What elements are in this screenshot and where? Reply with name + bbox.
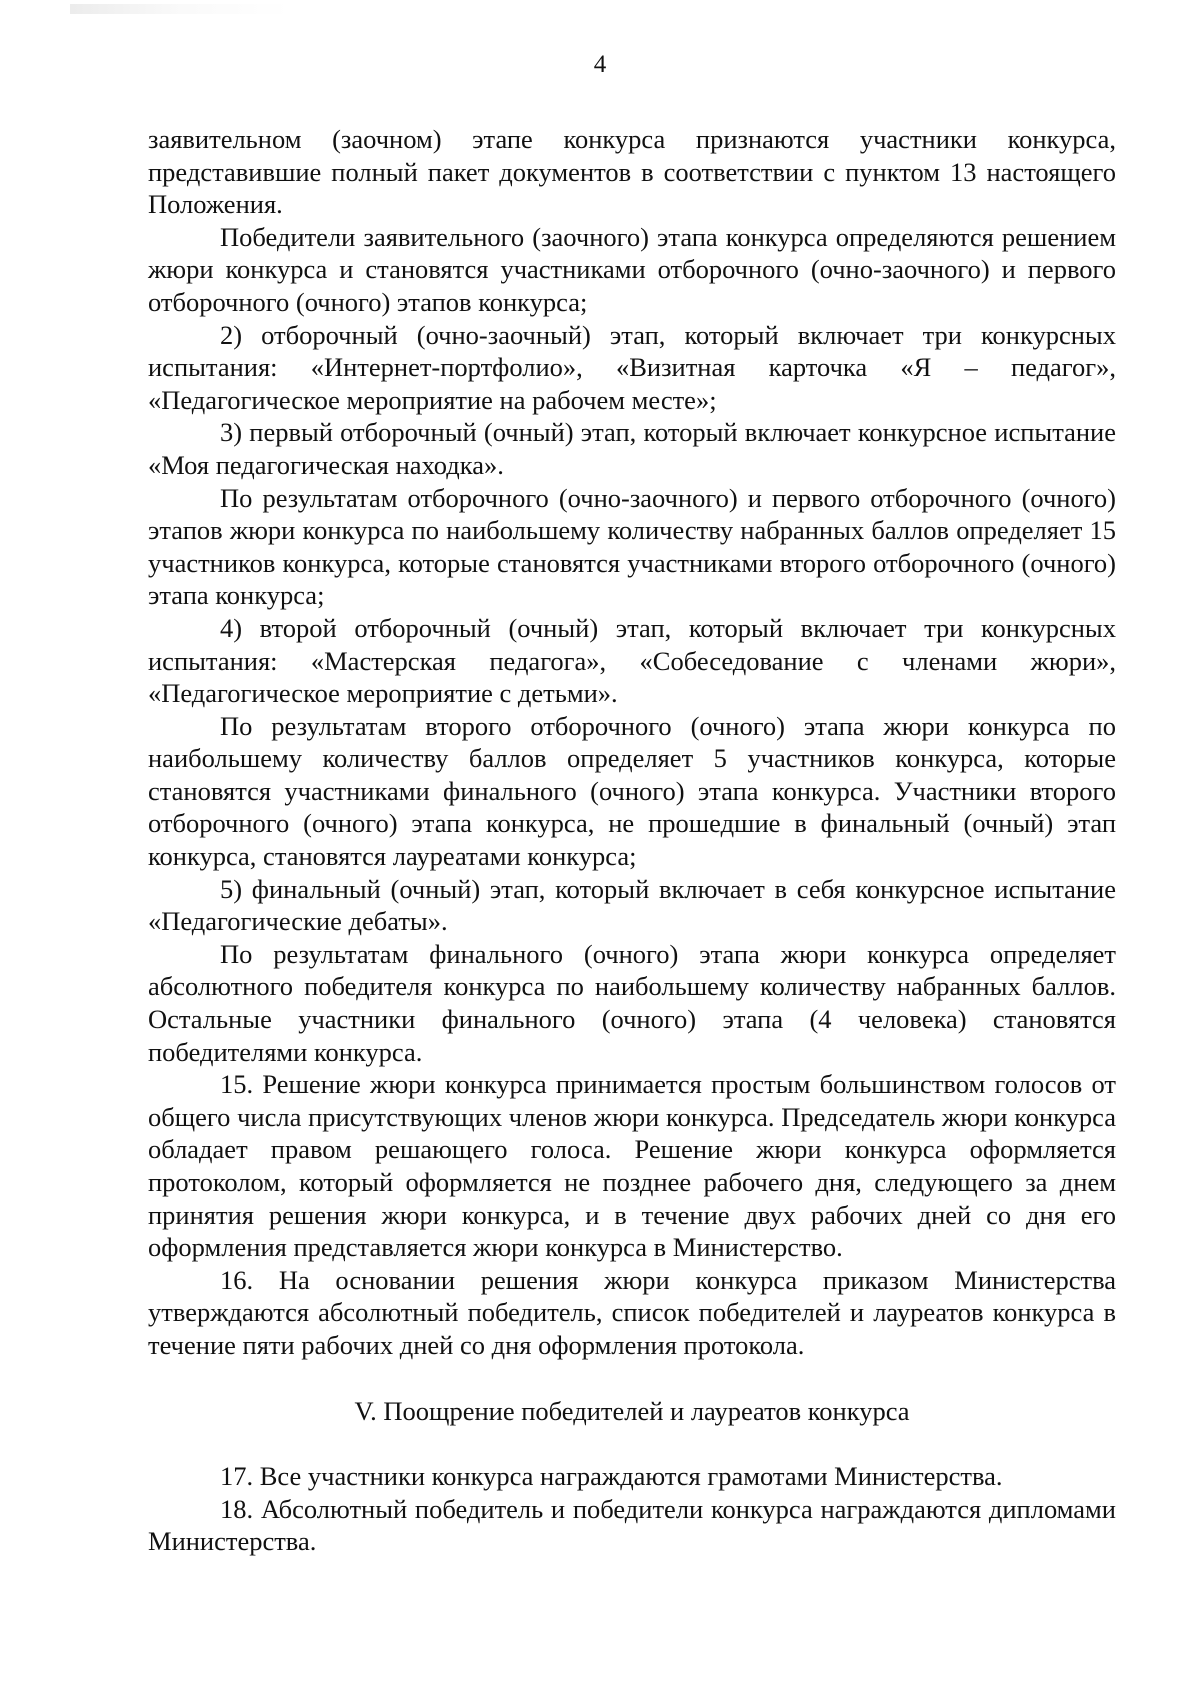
paragraph: 16. На основании решения жюри конкурса приказом Министерства утверждаются абсолютный победитель, список победителей и лауреатов конкурса в течение пяти рабочих дней со дня оформления протокола. <box>148 1264 1116 1360</box>
paragraph: заявительном (заочном) этапе конкурса признаются участники конкурса, представившие полный пакет документов в соответствии с пунктом 13 настоящего Положения. <box>148 124 1116 220</box>
document-body <box>148 123 1116 1558</box>
scan-artifact <box>70 4 290 14</box>
paragraph: 2) отборочный (очно-заочный) этап, который включает три конкурсных испытания: «Интернет-портфолио», «Визитная карточка «Я – педагог», «Педагогическое мероприятие на рабочем месте»; <box>148 319 1116 415</box>
paragraph: По результатам отборочного (очно-заочного) и первого отборочного (очного) этапов жюри конкурса по наибольшему количеству набранных баллов определяет 15 участников конкурса, которые становятся участниками второго отборочного (очного) этапа конкурса; <box>148 482 1116 611</box>
section-heading: V. Поощрение победителей и лауреатов конкурса <box>354 1395 910 1426</box>
paragraph: 4) второй отборочный (очный) этап, который включает три конкурсных испытания: «Мастерская педагога», «Собеседование с членами жюри», «Педагогическое мероприятие с детьми». <box>148 612 1116 709</box>
paragraph: 15. Решение жюри конкурса принимается простым большинством голосов от общего числа присутствующих членов жюри конкурса. Председатель жюри конкурса обладает правом решающего голоса. Решение жюри конкурса оформляется протоколом, который оформляется не позднее рабочего дня, следующего за днем принятия решения жюри конкурса, и в течение двух рабочих дней со дня его оформления представляется жюри конкурса в Министерство. <box>148 1069 1116 1263</box>
paragraph: 17. Все участники конкурса награждаются грамотами Министерства. <box>220 1461 1003 1492</box>
paragraph: По результатам второго отборочного (очного) этапа жюри конкурса по наибольшему количеству баллов определяет 5 участников конкурса, которые становятся участниками финального (очного) этапа конкурса. Участники второго отборочного (очного) этапа конкурса, не прошедшие в финальный (очный) этап конкурса, становятся лауреатами конкурса; <box>148 710 1116 872</box>
paragraph: 18. Абсолютный победитель и победители конкурса награждаются дипломами Министерства. <box>148 1493 1116 1557</box>
page-number: 4 <box>593 51 607 78</box>
paragraph: Победители заявительного (заочного) этапа конкурса определяются решением жюри конкурса и становятся участниками отборочного (очно-заочного) и первого отборочного (очного) этапов конкурса; <box>148 221 1116 317</box>
paragraph: По результатам финального (очного) этапа жюри конкурса определяет абсолютного победителя конкурса по наибольшему количеству набранных баллов. Остальные участники финального (очного) этапа (4 человека) становятся победителями конкурса. <box>148 938 1116 1067</box>
paragraph: 3) первый отборочный (очный) этап, который включает конкурсное испытание «Моя педагогическая находка». <box>148 417 1116 480</box>
paragraph: 5) финальный (очный) этап, который включает в себя конкурсное испытание «Педагогические дебаты». <box>148 873 1116 937</box>
